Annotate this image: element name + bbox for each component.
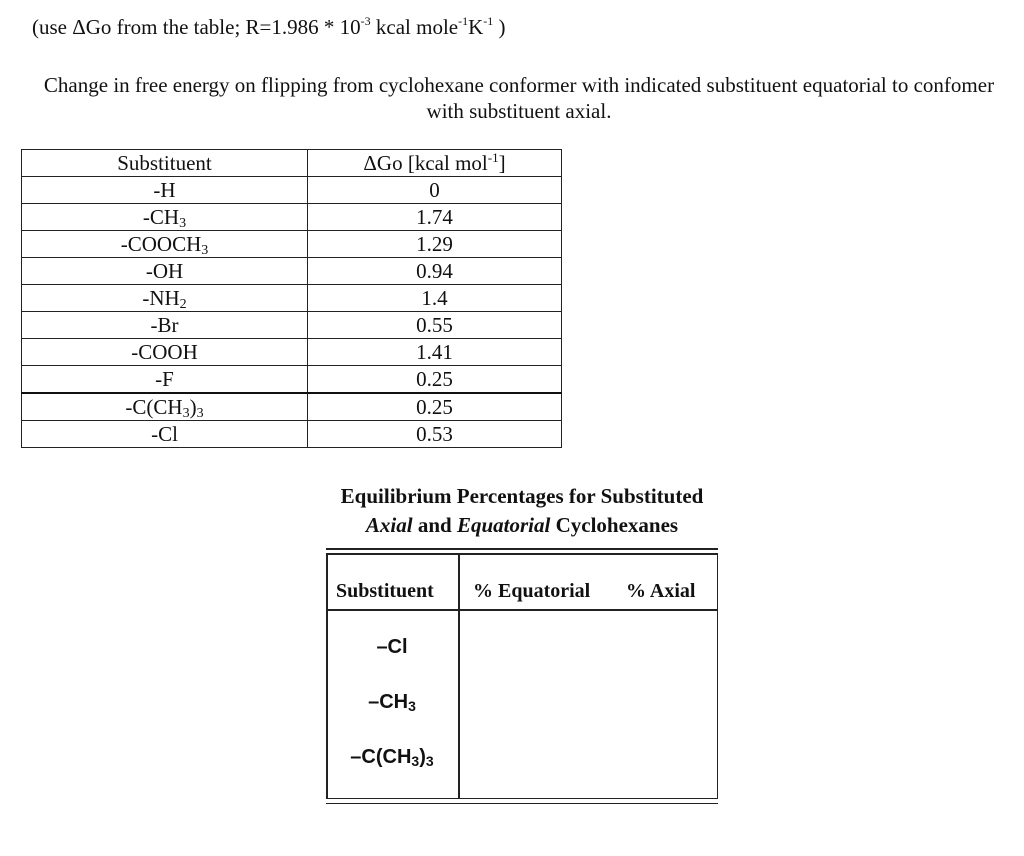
substituent-cell: -OH [22, 258, 308, 285]
substituent-cell: -Br [22, 312, 308, 339]
table-row [22, 177, 562, 204]
delta-g-value: 0.55 [308, 312, 562, 339]
table-row [22, 285, 562, 312]
delta-g-value: 1.4 [308, 285, 562, 312]
eq-header-axial: % Axial [626, 580, 696, 602]
eq-header-substituent: Substituent [336, 580, 434, 602]
delta-g-value: 0.25 [308, 393, 562, 421]
eq-substituent: $-C(CH_3)_3$ [350, 746, 434, 769]
table-row [22, 231, 562, 258]
table-row [22, 339, 562, 366]
substituent-cell: $-NH_2$ [22, 285, 308, 312]
table-row [22, 366, 562, 394]
delta-g-header: ΔGo [kcal mol$^{-1}$] [308, 150, 562, 177]
free-energy-table [21, 149, 562, 448]
eq-substituent: $-CH_3$ [368, 691, 416, 714]
delta-g-value: 1.29 [308, 231, 562, 258]
eq-header-equatorial: % Equatorial [473, 580, 591, 602]
substituent-cell: -Cl [22, 421, 308, 448]
substituent-cell: $-COOCH_3$ [22, 231, 308, 258]
delta-g-value: 0.94 [308, 258, 562, 285]
eq-substituent: –Cl [376, 636, 408, 658]
substituent-cell: -COOH [22, 339, 308, 366]
table-row [22, 204, 562, 231]
delta-g-value: 1.41 [308, 339, 562, 366]
delta-g-value: 0.53 [308, 421, 562, 448]
table-row [22, 393, 562, 421]
table-row [22, 312, 562, 339]
substituent-header: Substituent [22, 150, 308, 177]
delta-g-value: 1.74 [308, 204, 562, 231]
table-row [22, 421, 562, 448]
equilibrium-title: Equilibrium Percentages for Substituted Axial and Equatorial Cyclohexanes [340, 484, 704, 537]
substituent-cell: -F [22, 366, 308, 394]
substituent-cell: -H [22, 177, 308, 204]
substituent-cell: $-C(CH_3)_3$ [22, 393, 308, 421]
substituent-cell: $-CH_3$ [22, 204, 308, 231]
table-caption: Change in free energy on flipping from cyclohexane conformer with indicated substituent equatorial to confomer with substituent axial. [43, 73, 995, 123]
equilibrium-table [326, 548, 718, 804]
delta-g-value: 0.25 [308, 366, 562, 394]
delta-g-value: 0 [308, 177, 562, 204]
table-header-row [22, 150, 562, 177]
instruction-note: (use ΔGo from the table; $R=1.986 * 10^{-3}$ kcal $mole^{-1}K^{-1}$ ) [32, 14, 506, 39]
table-row [22, 258, 562, 285]
